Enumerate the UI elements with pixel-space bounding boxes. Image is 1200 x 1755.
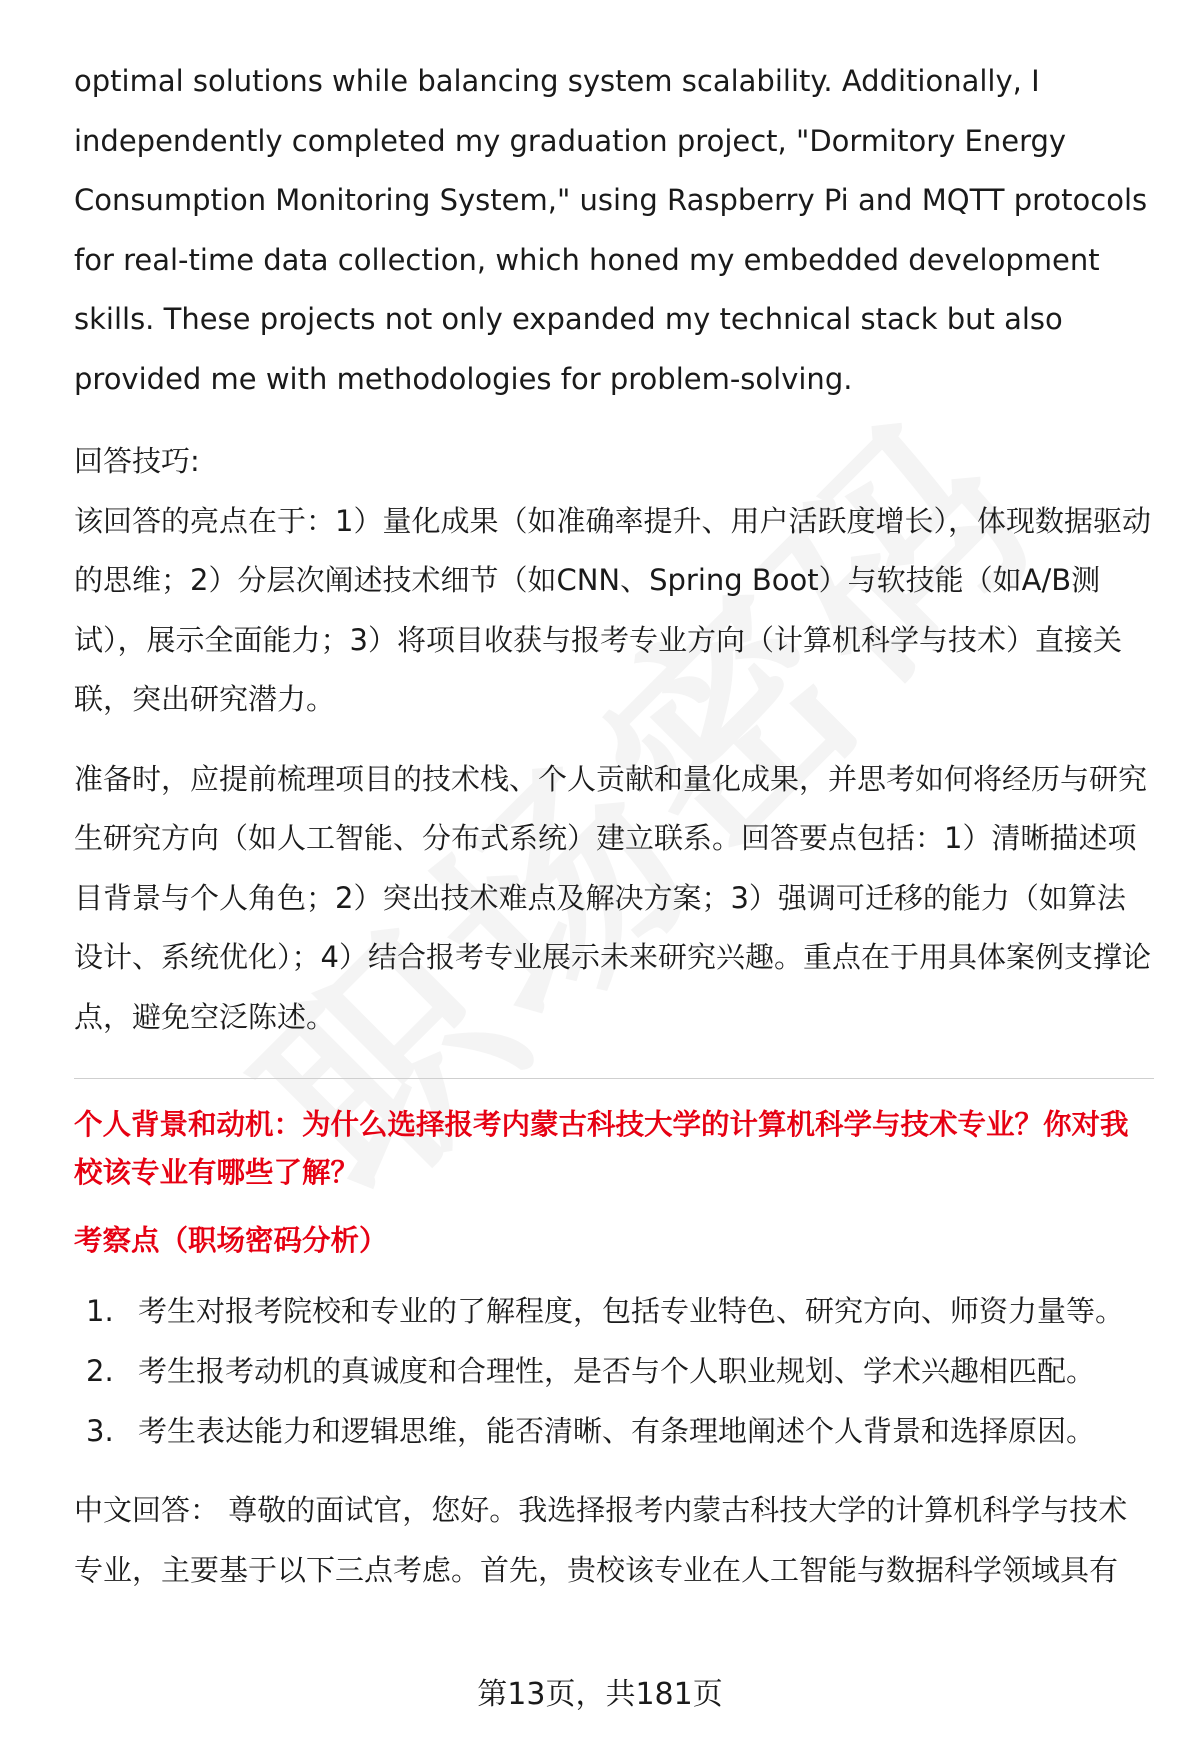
list-item-text: 考生报考动机的真诚度和合理性，是否与个人职业规划、学术兴趣相匹配。 bbox=[138, 1354, 1096, 1388]
list-item-number: 2. bbox=[86, 1354, 114, 1388]
list-item bbox=[74, 1401, 1154, 1461]
list-item-number: 3. bbox=[86, 1414, 114, 1448]
list-item-number: 1. bbox=[86, 1294, 114, 1328]
chinese-answer-paragraph: 中文回答： 尊敬的面试官，您好。我选择报考内蒙古科技大学的计算机科学与技术专业，主要基于以下三点考虑。首先，贵校该专业在人工智能与数据科学领域具有 bbox=[74, 1493, 1128, 1587]
analysis-heading: 考察点（职场密码分析） bbox=[74, 1224, 388, 1257]
question-heading: 个人背景和动机：为什么选择报考内蒙古科技大学的计算机科学与技术专业？你对我校该专业有哪些了解？ bbox=[74, 1108, 1129, 1189]
section-divider bbox=[74, 1078, 1154, 1079]
tips-paragraph-1: 该回答的亮点在于：1）量化成果（如准确率提升、用户活跃度增长），体现数据驱动的思维；2）分层次阐述技术细节（如CNN、Spring Boot）与软技能（如A/B测试），展示全面能力；3）将项目收获与报考专业方向（计算机科学与技术）直接关联，突出研究潜力。 bbox=[74, 503, 1151, 716]
list-item bbox=[74, 1341, 1154, 1401]
page-number-footer: 第13页，共181页 bbox=[477, 1677, 723, 1712]
page-content bbox=[74, 52, 1154, 1600]
list-item-text: 考生对报考院校和专业的了解程度，包括专业特色、研究方向、师资力量等。 bbox=[138, 1294, 1125, 1328]
list-item-text: 考生表达能力和逻辑思维，能否清晰、有条理地阐述个人背景和选择原因。 bbox=[138, 1414, 1096, 1448]
english-answer-paragraph: optimal solutions while balancing system scalability. Additionally, I independently completed my graduation project, "Dormitory Energy Consumption Monitoring System," using Raspberry Pi and MQTT protocols for real-time data collection, which honed my embedded development skills. These projects not only expanded my technical stack but also provided me with methodologies for problem-solving. bbox=[74, 64, 1148, 396]
tips-label: 回答技巧: bbox=[74, 444, 200, 478]
analysis-points-list bbox=[74, 1281, 1154, 1461]
list-item bbox=[74, 1281, 1154, 1341]
tips-paragraph-2: 准备时，应提前梳理项目的技术栈、个人贡献和量化成果，并思考如何将经历与研究生研究方向（如人工智能、分布式系统）建立联系。回答要点包括：1）清晰描述项目背景与个人角色；2）突出技术难点及解决方案；3）强调可迁移的能力（如算法设计、系统优化）；4）结合报考专业展示未来研究兴趣。重点在于用具体案例支撑论点，避免空泛陈述。 bbox=[74, 761, 1151, 1034]
